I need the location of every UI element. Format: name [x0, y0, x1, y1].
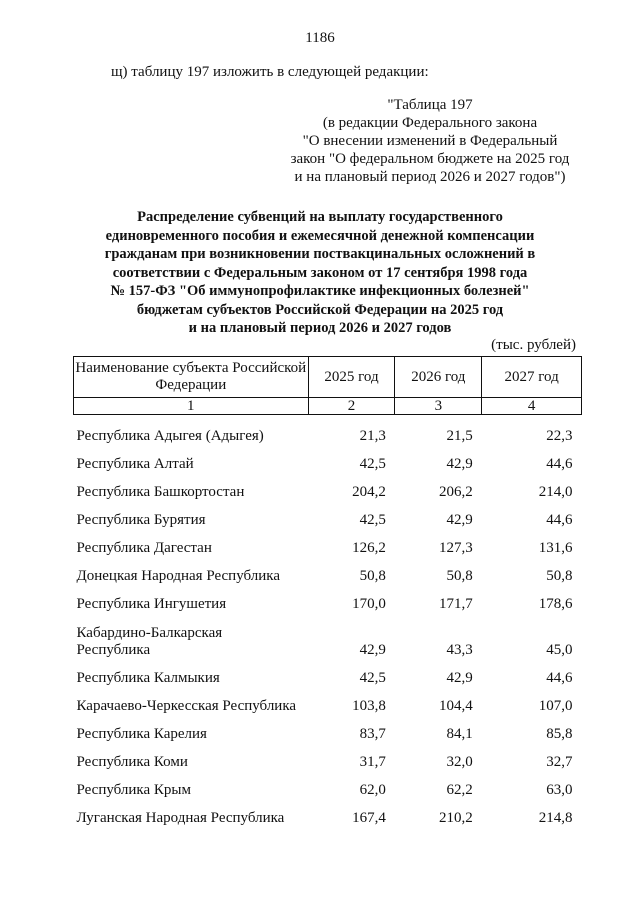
units-label: (тыс. рублей) [491, 337, 576, 353]
value-2027: 178,6 [538, 595, 573, 612]
region-name: Республика Дагестан [76, 539, 212, 556]
column-number: 1 [74, 398, 309, 415]
column-number: 3 [395, 398, 482, 415]
title-line: единовременного пособия и ежемесячной денежной компенсации [105, 227, 535, 244]
value-2025: 42,5 [359, 669, 386, 686]
subsidy-table [73, 356, 582, 827]
value-2025: 167,4 [352, 809, 386, 826]
value-2027: 107,0 [538, 697, 573, 714]
value-2025: 126,2 [352, 539, 386, 556]
amendment-line: "Таблица 197 [387, 97, 473, 113]
table-row [74, 743, 582, 771]
title-line: бюджетам субъектов Российской Федерации на 2025 год [136, 301, 504, 318]
table-row [74, 613, 582, 659]
title-line: соответствии с Федеральным законом от 17 сентября 1998 года [112, 264, 528, 281]
value-2026: 206,2 [438, 483, 473, 500]
value-2026: 171,7 [438, 595, 473, 612]
value-2026: 21,5 [446, 427, 473, 444]
value-2025: 204,2 [352, 483, 386, 500]
column-number: 2 [308, 398, 395, 415]
value-2027: 85,8 [546, 725, 573, 742]
region-name: Республика Ингушетия [76, 595, 227, 612]
region-name: Республика Бурятия [76, 511, 206, 528]
region-name: Донецкая Народная Республика [76, 567, 280, 584]
title-line: № 157-ФЗ "Об иммунопрофилактике инфекционных болезней" [110, 283, 530, 299]
table-row [74, 799, 582, 827]
table-row [74, 687, 582, 715]
value-2027: 214,8 [538, 809, 573, 826]
value-2026: 104,4 [438, 697, 473, 714]
table-row [74, 659, 582, 687]
title-line: Распределение субвенций на выплату государственного [137, 209, 503, 225]
value-2025: 31,7 [359, 753, 386, 770]
value-2025: 21,3 [359, 427, 386, 444]
value-2027: 45,0 [546, 641, 573, 658]
table-row [74, 529, 582, 557]
title-line: гражданам при возникновении поствакцинальных осложнений в [104, 246, 536, 262]
amendment-line: закон "О федеральном бюджете на 2025 год [290, 151, 570, 167]
amendment-line: (в редакции Федерального закона [322, 115, 538, 131]
amendment-line: "О внесении изменений в Федеральный [302, 133, 558, 149]
value-2025: 50,8 [359, 567, 386, 584]
table-row [74, 445, 582, 473]
table-row [74, 501, 582, 529]
region-name: Республика Башкортостан [76, 483, 245, 500]
table-row [74, 771, 582, 799]
region-name: Республика Калмыкия [76, 669, 220, 686]
value-2026: 127,3 [438, 539, 473, 556]
table-row [74, 715, 582, 743]
amendment-note [280, 96, 580, 186]
region-name: Кабардино-Балкарская Республика [76, 624, 223, 658]
value-2025: 170,0 [352, 595, 386, 612]
value-2027: 32,7 [546, 753, 573, 770]
value-2025: 103,8 [352, 697, 386, 714]
region-name: Республика Адыгея (Адыгея) [76, 427, 264, 444]
region-name: Луганская Народная Республика [76, 809, 285, 826]
title-line: и на плановый период 2026 и 2027 годов [188, 320, 452, 336]
value-2027: 44,6 [546, 511, 573, 528]
value-2026: 62,2 [446, 781, 473, 798]
value-2026: 50,8 [446, 567, 473, 584]
value-2027: 214,0 [538, 483, 573, 500]
table-row [74, 585, 582, 613]
value-2026: 42,9 [446, 669, 473, 686]
value-2027: 44,6 [546, 455, 573, 472]
value-2025: 62,0 [359, 781, 386, 798]
document-title [60, 208, 580, 338]
value-2026: 32,0 [446, 753, 473, 770]
region-name: Республика Карелия [76, 725, 207, 742]
value-2025: 83,7 [359, 725, 386, 742]
table-row [74, 473, 582, 501]
intro-text: щ) таблицу 197 изложить в следующей редакции: [111, 64, 429, 80]
value-2026: 42,9 [446, 455, 473, 472]
value-2027: 22,3 [546, 427, 573, 444]
region-name: Республика Алтай [76, 455, 194, 472]
value-2026: 210,2 [438, 809, 473, 826]
value-2027: 44,6 [546, 669, 573, 686]
page-number: 1186 [305, 30, 335, 46]
header-2027: 2027 год [482, 357, 582, 398]
column-number: 4 [482, 398, 582, 415]
value-2025: 42,9 [359, 641, 386, 658]
region-name: Карачаево-Черкесская Республика [76, 697, 297, 714]
value-2026: 42,9 [446, 511, 473, 528]
table-body [74, 415, 582, 827]
value-2027: 50,8 [546, 567, 573, 584]
value-2025: 42,5 [359, 511, 386, 528]
value-2026: 43,3 [446, 641, 473, 658]
value-2025: 42,5 [359, 455, 386, 472]
region-name: Республика Коми [76, 753, 188, 770]
header-2025: 2025 год [308, 357, 395, 398]
table-row [74, 415, 582, 445]
value-2027: 63,0 [546, 781, 573, 798]
header-2026: 2026 год [395, 357, 482, 398]
value-2027: 131,6 [538, 539, 573, 556]
table-row [74, 557, 582, 585]
region-name: Республика Крым [76, 781, 191, 798]
amendment-line: и на плановый период 2026 и 2027 годов") [294, 169, 566, 185]
value-2026: 84,1 [446, 725, 473, 742]
header-region: Наименование субъекта Российской Федерации [74, 357, 309, 398]
